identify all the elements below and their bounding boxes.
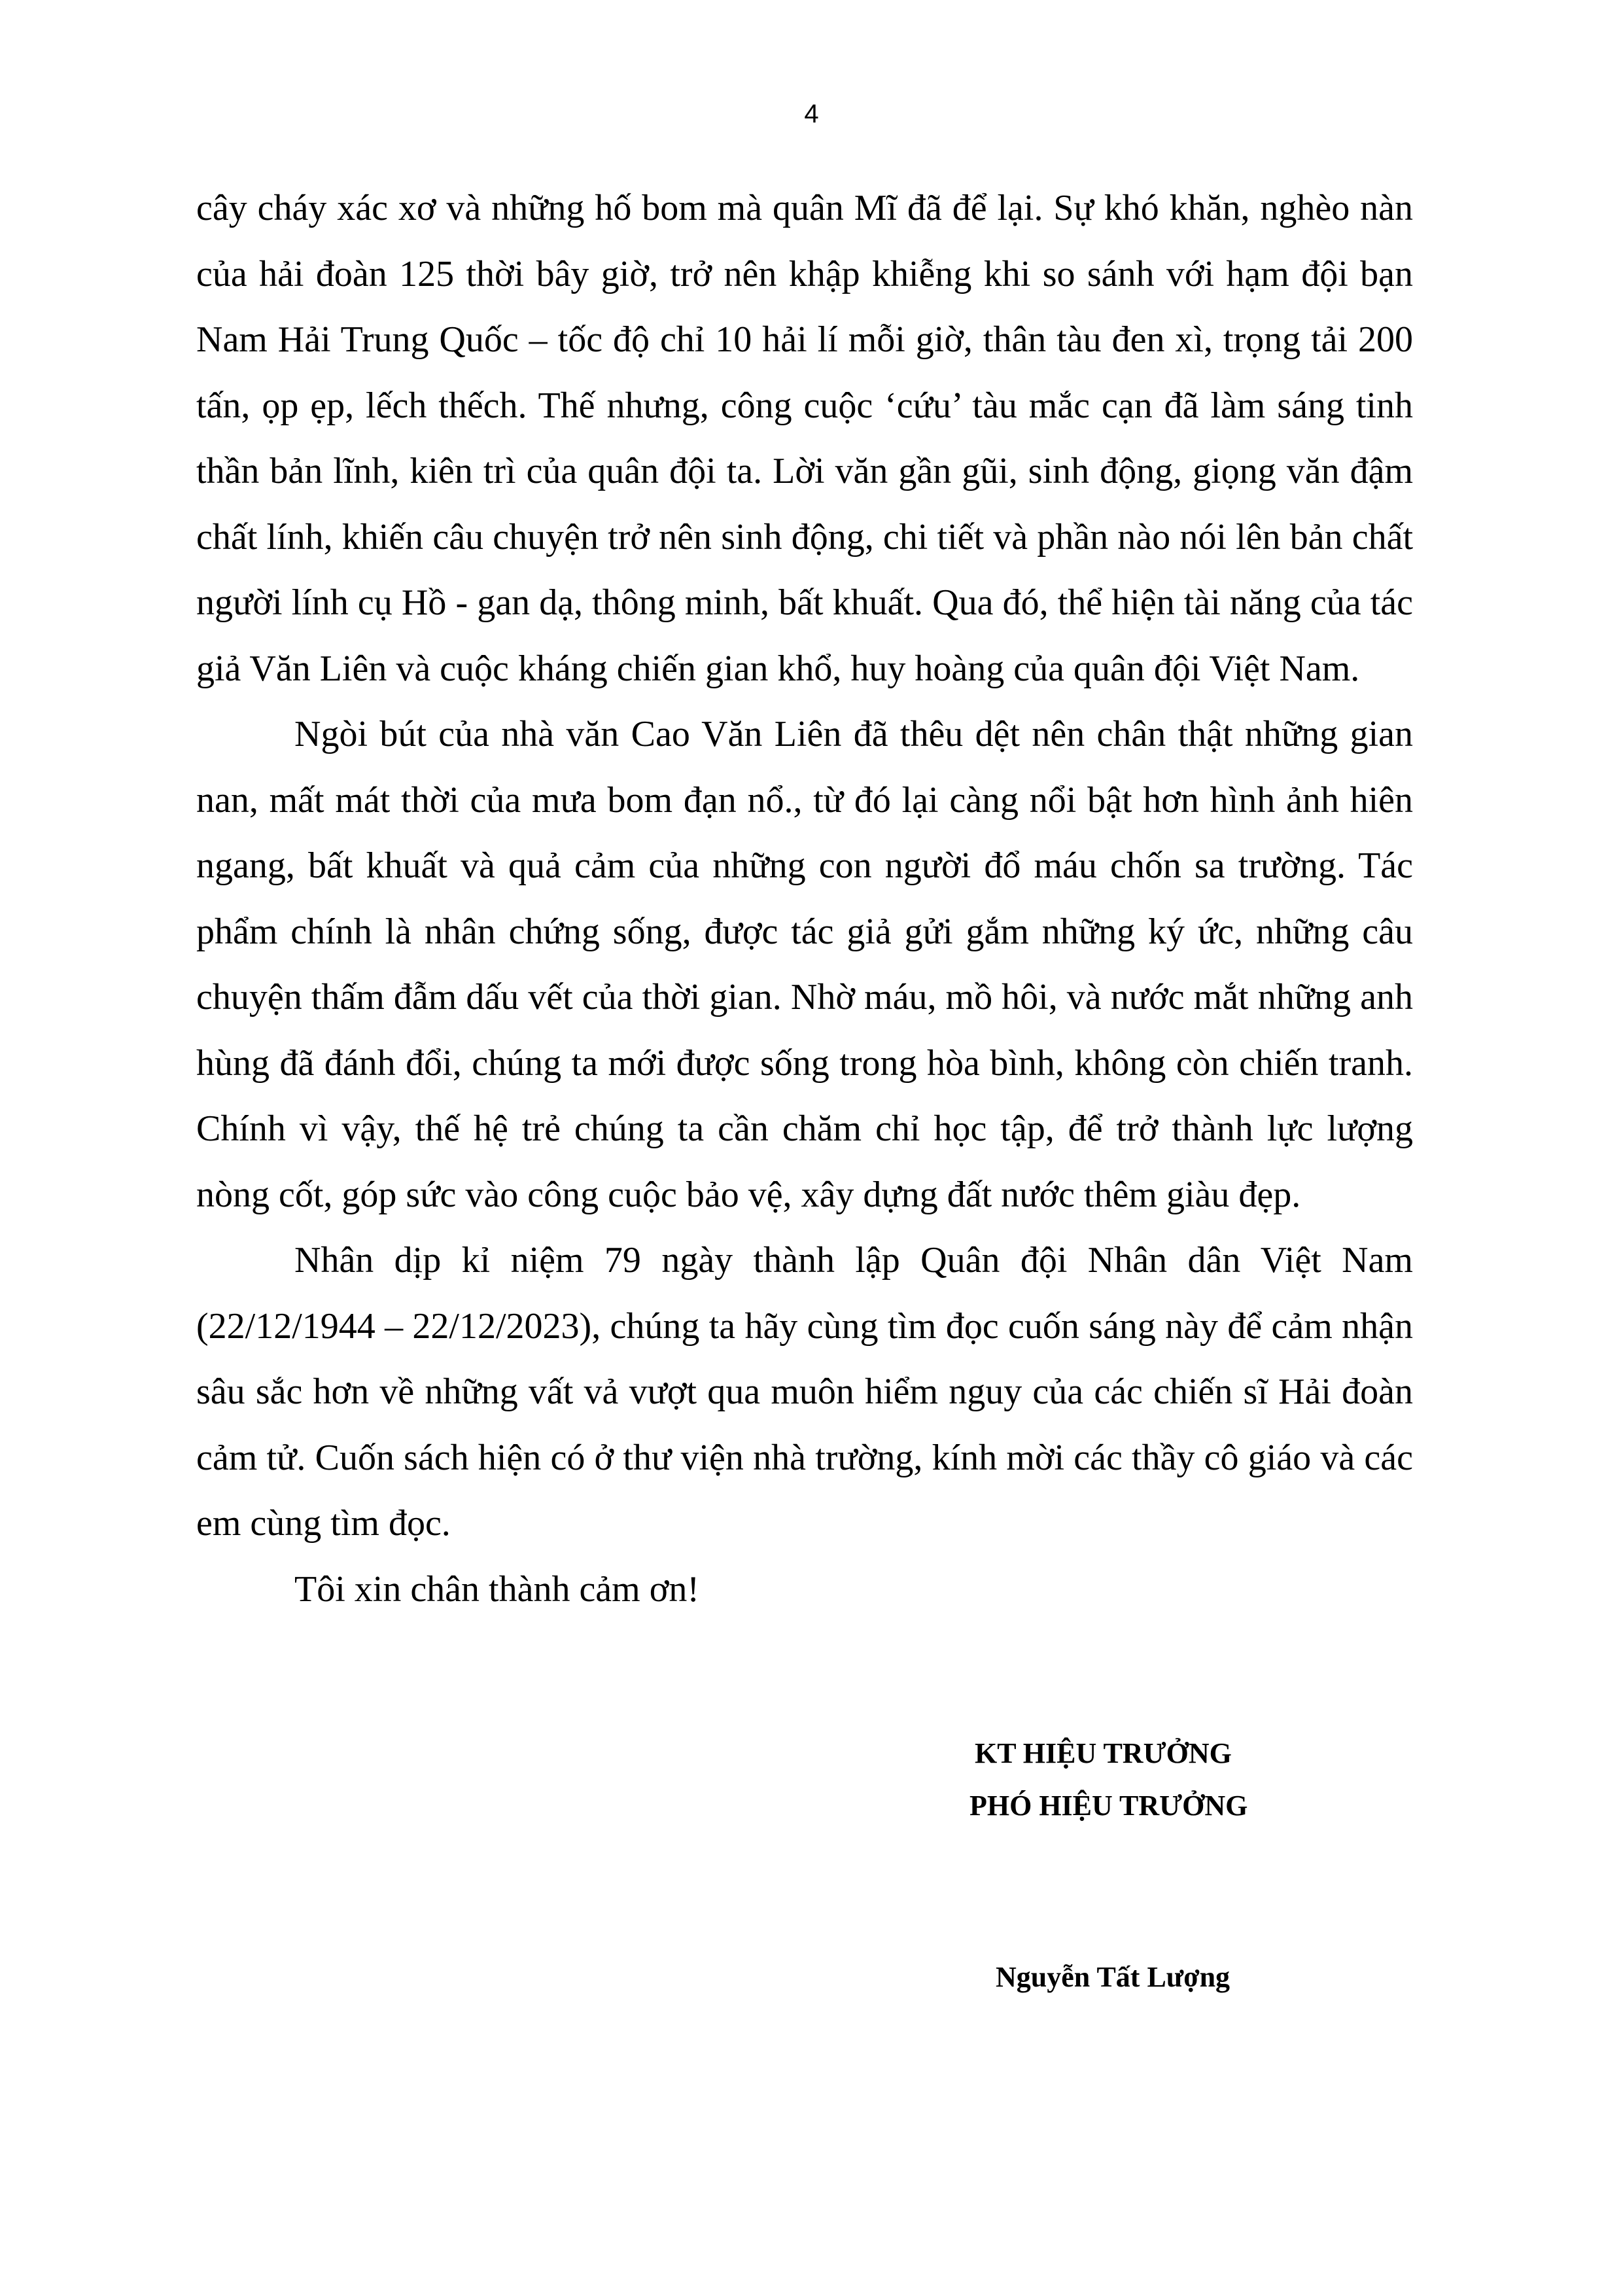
- paragraph-author-tribute: Ngòi bút của nhà văn Cao Văn Liên đã thêu dệt nên chân thật những gian nan, mất mát thời của mưa bom đạn nổ., từ đó lại càng nổi bật hơn hình ảnh hiên ngang, bất khuất và quả cảm của những con người đổ máu chốn sa trường. Tác phẩm chính là nhân chứng sống, được tác giả gửi gắm những ký ức, những câu chuyện thấm đẫm dấu vết của thời gian. Nhờ máu, mồ hôi, và nước mắt những anh hùng đã đánh đổi, chúng ta mới được sống trong hòa bình, không còn chiến tranh. Chính vì vậy, thế hệ trẻ chúng ta cần chăm chỉ học tập, để trở thành lực lượng nòng cốt, góp sức vào công cuộc bảo vệ, xây dựng đất nước thêm giàu đẹp.: [196, 714, 1413, 1215]
- document-body: [196, 175, 1413, 1622]
- signature-block: [962, 1727, 1302, 2004]
- paragraph-closing-thanks: Tôi xin chân thành cảm ơn!: [294, 1568, 699, 1610]
- signature-title-acting: KT HIỆU TRƯỞNG: [975, 1737, 1232, 1769]
- signature-title-deputy: PHÓ HIỆU TRƯỞNG: [969, 1790, 1248, 1822]
- page-number: 4: [804, 99, 819, 128]
- signatory-name: Nguyễn Tất Lượng: [996, 1961, 1230, 1993]
- paragraph-book-review-continued: cây cháy xác xơ và những hố bom mà quân Mĩ đã để lại. Sự khó khăn, nghèo nàn của hải đoàn 125 thời bây giờ, trở nên khập khiễng khi so sánh với hạm đội bạn Nam Hải Trung Quốc – tốc độ chỉ 10 hải lí mỗi giờ, thân tàu đen xì, trọng tải 200 tấn, ọp ẹp, lếch thếch. Thế nhưng, công cuộc ‘cứu’ tàu mắc cạn đã làm sáng tinh thần bản lĩnh, kiên trì của quân đội ta. Lời văn gần gũi, sinh động, giọng văn đậm chất lính, khiến câu chuyện trở nên sinh động, chi tiết và phần nào nói lên bản chất người lính cụ Hồ - gan dạ, thông minh, bất khuất. Qua đó, thể hiện tài năng của tác giả Văn Liên và cuộc kháng chiến gian khổ, huy hoàng của quân đội Việt Nam.: [196, 188, 1413, 689]
- paragraph-anniversary-invitation: Nhân dịp kỉ niệm 79 ngày thành lập Quân đội Nhân dân Việt Nam (22/12/1944 – 22/12/2023), chúng ta hãy cùng tìm đọc cuốn sáng này để cảm nhận sâu sắc hơn về những vất vả vượt qua muôn hiểm nguy của các chiến sĩ Hải đoàn cảm tử. Cuốn sách hiện có ở thư viện nhà trường, kính mời các thầy cô giáo và các em cùng tìm đọc.: [196, 1240, 1413, 1544]
